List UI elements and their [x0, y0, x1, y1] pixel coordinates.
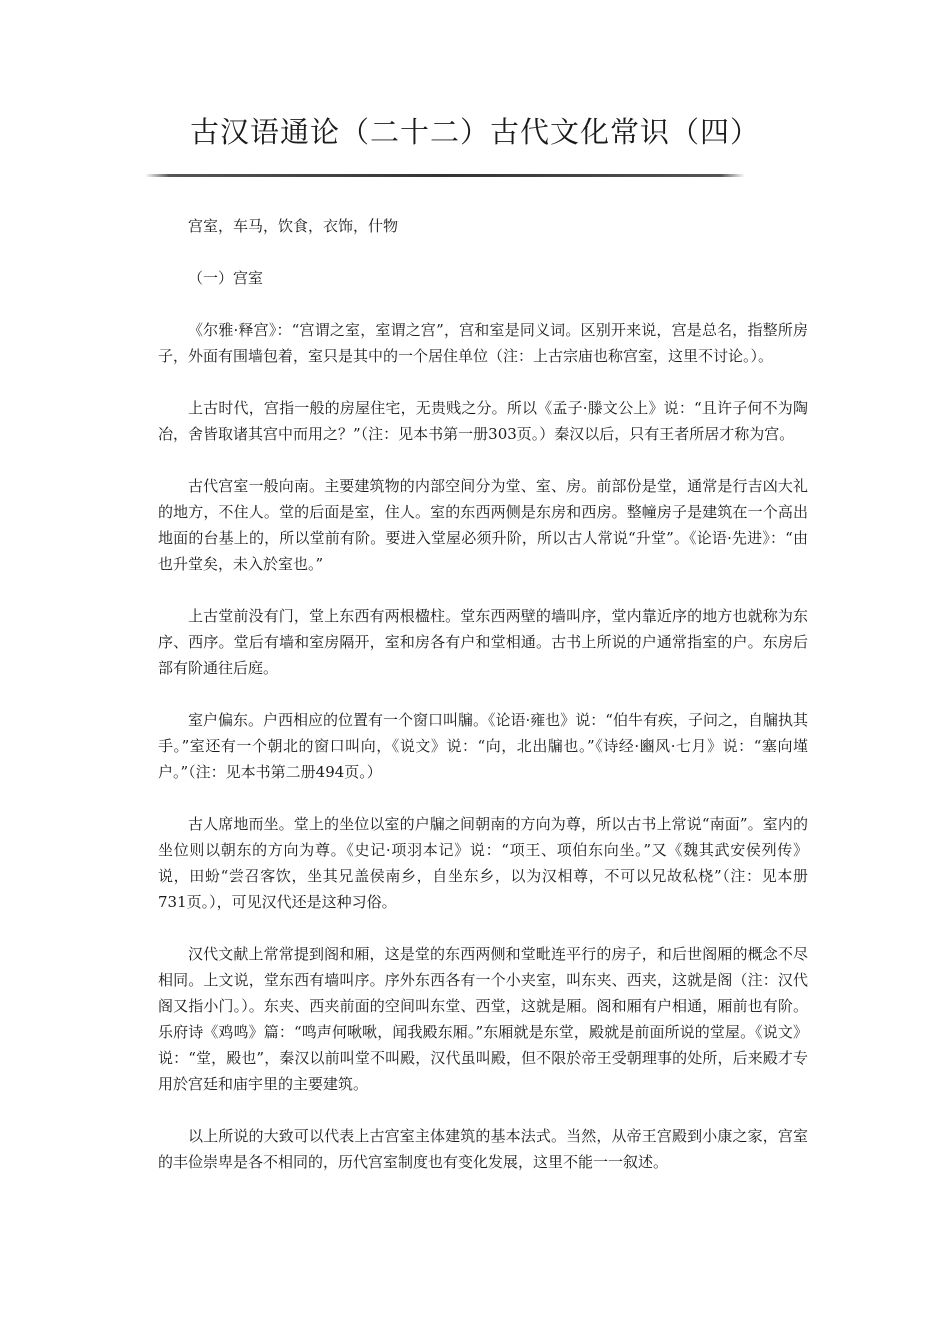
paragraph: 《尔雅·释宫》：“宫谓之室，室谓之宫”，宫和室是同义词。区别开来说，宫是总名，指整所房子，外面有围墙包着，室只是其中的一个居住单位（注：上古宗庙也称宫室，这里不讨论。）。 — [158, 321, 808, 365]
paragraph: 汉代文献上常常提到阁和厢，这是堂的东西两侧和堂毗连平行的房子，和后世阁厢的概念不尽相同。上文说，堂东西有墙叫序。序外东西各有一个小夹室，叫东夹、西夹，这就是阁（注：汉代阁又指小门。）。东夹、西夹前面的空间叫东堂、西堂，这就是厢。阁和厢有户相通，厢前也有阶。乐府诗《鸡鸣》篇：“鸣声何啾啾，闻我殿东厢。”东厢就是东堂，殿就是前面所说的堂屋。《说文》说：“堂，殿也”，秦汉以前叫堂不叫殿，汉代虽叫殿，但不限於帝王受朝理事的处所，后来殿才专用於宫廷和庙宇里的主要建筑。 — [158, 945, 808, 1093]
document-title: 古汉语通论（二十二）古代文化常识（四） — [189, 115, 760, 149]
paragraph: 古人席地而坐。堂上的坐位以室的户牖之间朝南的方向为尊，所以古书上常说“南面”。室内的坐位则以朝东的方向为尊。《史记·项羽本记》说：“项王、项伯东向坐。”又《魏其武安侯列传》说，田蚡“尝召客饮，坐其兄盖侯南乡，自坐东乡，以为汉相尊，不可以兄故私桡”（注：见本册731页。），可见汉代还是这种习俗。 — [158, 815, 808, 911]
paragraph: 上古时代，宫指一般的房屋住宅，无贵贱之分。所以《孟子·滕文公上》说：“且许子何不为陶冶，舍皆取诸其宫中而用之？”（注：见本书第一册303页。）秦汉以后，只有王者所居才称为宫。 — [158, 399, 808, 443]
paragraph: 古代宫室一般向南。主要建筑物的内部空间分为堂、室、房。前部份是堂，通常是行吉凶大礼的地方，不住人。堂的后面是室，住人。室的东西两侧是东房和西房。整幢房子是建筑在一个高出地面的台基上的，所以堂前有阶。要进入堂屋必须升阶，所以古人常说“升堂”。《论语·先进》：“由也升堂矣，未入於室也。” — [158, 477, 808, 573]
title-divider — [145, 174, 745, 177]
paragraph: 室户偏东。户西相应的位置有一个窗口叫牖。《论语·雍也》说：“伯牛有疾，子问之，自牖执其手。”室还有一个朝北的窗口叫向，《说文》说：“向，北出牖也。”《诗经·豳风·七月》说：“塞向墐户。”（注：见本书第二册494页。） — [158, 711, 808, 781]
paragraph: 上古堂前没有门，堂上东西有两根楹柱。堂东西两壁的墙叫序，堂内靠近序的地方也就称为东序、西序。堂后有墙和室房隔开，室和房各有户和堂相通。古书上所说的户通常指室的户。东房后部有阶通往后庭。 — [158, 607, 808, 677]
paragraph: 以上所说的大致可以代表上古宫室主体建筑的基本法式。当然，从帝王宫殿到小康之家，宫室的丰俭崇卑是各不相同的，历代宫室制度也有变化发展，这里不能一一叙述。 — [158, 1127, 808, 1171]
document-body — [158, 213, 808, 1201]
paragraph-topics: 宫室，车马，饮食，衣饰，什物 — [188, 217, 399, 235]
section-heading-palace: （一）宫室 — [188, 269, 264, 287]
